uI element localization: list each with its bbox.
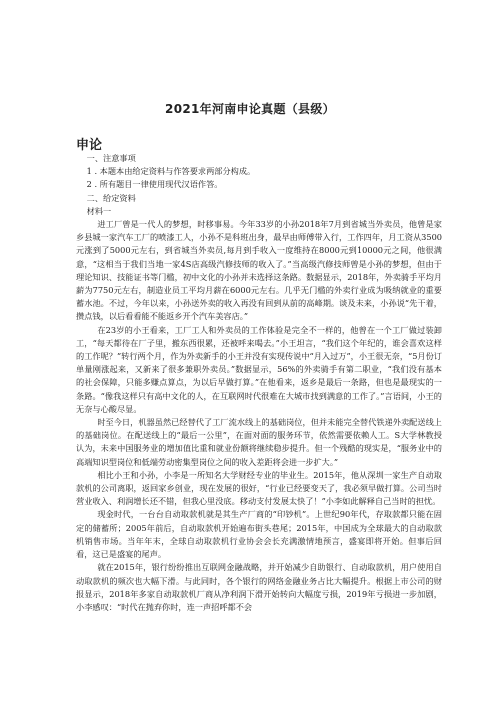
document-body — [76, 152, 442, 614]
paragraph: 相比小王和小孙，小李是一所知名大学财经专业的毕业生。2015年，他从深圳一家生产自动取款机的公司离职，返回家乡创业，现在发展的很好，“行业已经要变天了，我必须早做打算。公司当时营业收入、利润增长还不错，但我心里没底。移动支付发展太快了！”小李如此解释自己当时的担忧。 — [76, 469, 442, 507]
paragraph: 时至今日，机器虽然已经替代了工厂流水线上的基础岗位，但并未能完全替代铁递外卖配送线上的基础岗位。在配送线上的“最后一公里”，在面对面的服务环节，依然需要依赖人工。S大学林教授认为，未来中国服务业的增加值比重和就业份额将继续稳步提升。但一个残酷的现实是，“服务业中的高端知识型岗位和低端劳动密集型岗位之间的收入差距将会进一步扩大。” — [76, 417, 442, 467]
notes-heading: 一、注意事项 — [86, 153, 136, 163]
paragraph: 在23岁的小王看来，工厂工人和外卖员的工作体验是完全不一样的，他曾在一个工厂做过装卸工，“每天都待在厂子里，搬东西很累，还被呼来喝去。”小王坦言，“我们这个年纪的，谁会喜欢这样的工作呢？”转行两个月，作为外卖新手的小王并没有实现传说中“月入过万”，小王很无奈，“5月份订单量刚涨起来，又新来了很多兼职外卖员。”数据显示，56%的外卖骑手有第二职业，“我们没有基本的社会保障，只能多赚点算点，为以后早做打算。”在他看来，返乡是最后一条路，但也是最现实的一条路。“像我这样只有高中文化的人，在互联网时代很难在大城市找到满意的工作了。”言语间，小王的无奈与心酸尽显。 — [76, 324, 442, 414]
paragraph: 就在2015年，银行纷纷推出互联网金融战略，并开始减少自助银行、自动取款机，用户使用自动取款机的频次也大幅下滑。与此同时，各个银行的网络金融业务占比大幅提升。根据上市公司的财报显示，2018年多家自动取款机厂商从净利润下滑开始转向大幅度亏损，2019年亏损进一步加剧，小李感叹：“时代在抛弃你时，连一声招呼都不会 — [76, 562, 442, 612]
document-title: 2021年河南申论真题（县级） — [165, 102, 335, 116]
paragraph: 现金时代，一台台自动取款机就是其生产厂商的“印钞机”。上世纪90年代，存取款都只能在固定的储蓄所；2005年前后，自动取款机开始遍布街头巷尾；2015年，中国成为全球最大的自动取款机销售市场。当年年末，全球自动取款机行业协会会长充满激情地预言，盛宴即将开始。但事后回看，这已是盛宴的尾声。 — [76, 509, 442, 560]
paragraph: 进工厂曾是一代人的梦想，时移事易。今年33岁的小孙2018年7月到省城当外卖员，他曾是家乡县城一家汽车工厂的喷漆工人，小孙不是科班出身，最早由师傅带入行，工作四年，月工资从3500元涨到了5000元左右，到省城当外卖员,每月到手收入一度维持在8000元到10000元之间，他很满意，“这相当于我们当地一家4S店高级汽修技师的收入了。”当高级汽修技师曾是小孙的梦想，但由于理论知识、技能证书等门槛，初中文化的小孙并未选择这条路。数据显示，2018年，外卖骑手平均月薪为7750元左右，制造业员工平均月薪在6000元左右。几乎无门槛的外卖行业成为吸纳就业的重要蓄水池。不过，今年以来，小孙送外卖的收入再没有回到从前的高峰期。谈及未来，小孙说“先干着，攒点钱，以后看看能不能返乡开个汽车美容店。” — [76, 219, 442, 322]
materials-heading: 二、给定资料 — [86, 192, 136, 203]
note-item: 2 . 所有题目一律使用现代汉语作答。 — [86, 179, 223, 190]
material-label: 材料一 — [86, 205, 112, 216]
note-item: 1 . 本题本由给定资料与作答要求两部分构成。 — [86, 166, 256, 177]
section-heading: 申论 — [76, 138, 103, 153]
